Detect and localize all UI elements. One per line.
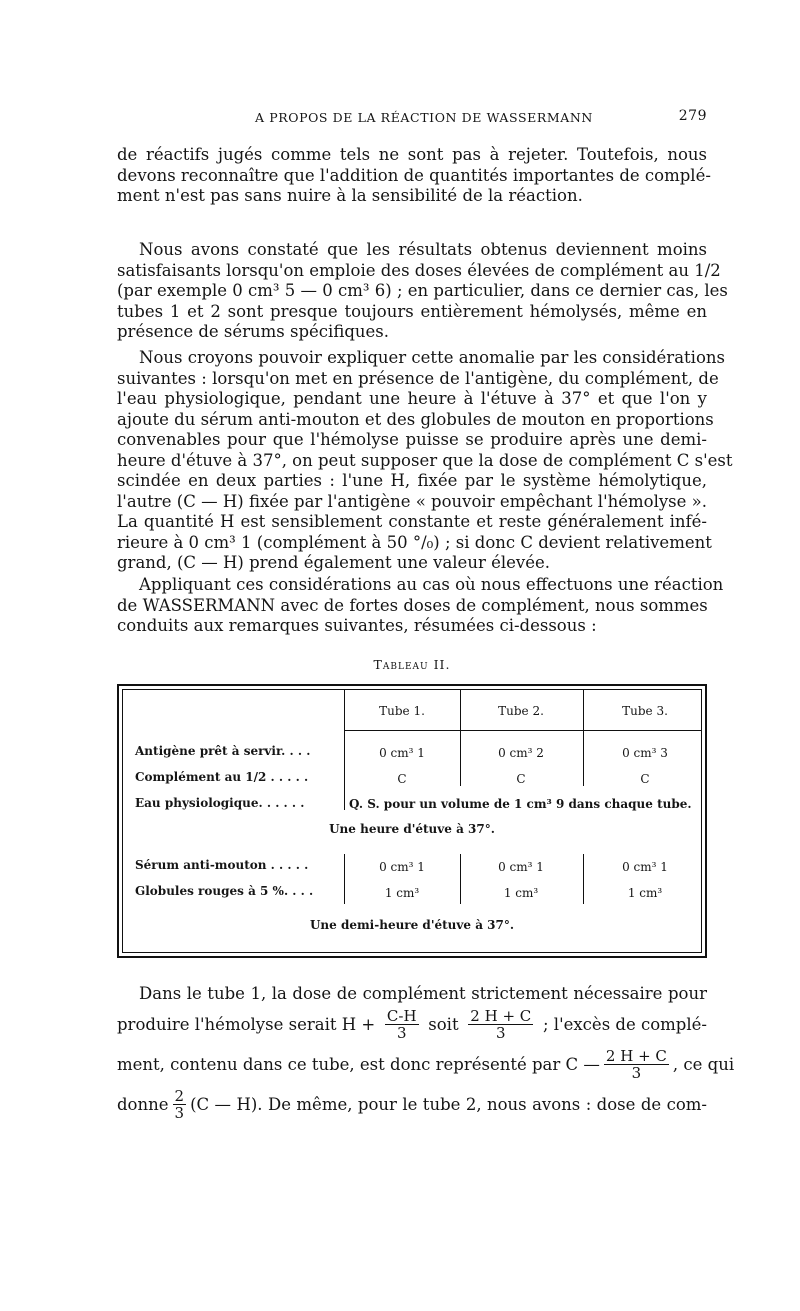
text-fragment: (C — H). De même, pour le tube 2, nous avons : dose de com- bbox=[190, 1095, 707, 1114]
row-label-antigene: Antigène prêt à servir. . . . bbox=[135, 744, 311, 758]
row-label-complement: Complément au 1/2 . . . . . bbox=[135, 770, 309, 784]
text-line: La quantité H est sensiblement constante et reste généralement infé- bbox=[117, 512, 707, 531]
table-cell: 0 cm³ 1 bbox=[622, 860, 668, 874]
text-line: heure d'étuve à 37°, on peut supposer que la dose de complément C s'est bbox=[117, 450, 733, 470]
table-cell: 0 cm³ 1 bbox=[498, 860, 544, 874]
text-fragment: ; l'excès de complé- bbox=[543, 1015, 707, 1034]
table-cell: 1 cm³ bbox=[384, 886, 420, 900]
table-cell: 0 cm³ 1 bbox=[379, 746, 425, 760]
text-line: conduits aux remarques suivantes, résumées ci-dessous : bbox=[117, 616, 597, 635]
fraction-numerator: C-H bbox=[386, 1007, 417, 1025]
text-line: devons reconnaître que l'addition de quantités importantes de complé- bbox=[117, 165, 711, 185]
text-fragment: produire l'hémolyse serait H + bbox=[117, 1015, 376, 1034]
text-line: présence de sérums spécifiques. bbox=[117, 322, 389, 341]
row-label-serum: Sérum anti-mouton . . . . . bbox=[135, 858, 309, 872]
text-fragment: donne bbox=[117, 1095, 169, 1114]
fraction-denominator: 3 bbox=[631, 1064, 642, 1082]
table-cell: 0 cm³ 3 bbox=[622, 746, 668, 760]
text-line: suivantes : lorsqu'on met en présence de l'antigène, du complément, de bbox=[117, 368, 719, 388]
paragraph-4 bbox=[117, 575, 724, 637]
fraction-numerator: 2 H + C bbox=[470, 1007, 532, 1025]
running-header bbox=[117, 106, 707, 128]
paragraph-1 bbox=[117, 145, 711, 207]
text-line: convenables pour que l'hémolyse puisse se produire après une demi- bbox=[117, 430, 707, 449]
fraction-denominator: 3 bbox=[396, 1024, 407, 1042]
text-line: ment n'est pas sans nuire à la sensibilité de la réaction. bbox=[117, 186, 583, 205]
header-rule bbox=[344, 730, 701, 731]
fraction-numerator: 2 bbox=[174, 1087, 185, 1105]
column-divider bbox=[344, 690, 345, 810]
text-fragment: ment, contenu dans ce tube, est donc représenté par C — bbox=[117, 1055, 600, 1074]
text-line: de réactifs jugés comme tels ne sont pas à rejeter. Toutefois, nous bbox=[117, 145, 707, 164]
text-line: rieure à 0 cm³ 1 (complément à 50 °/₀) ; si donc C devient relativement bbox=[117, 532, 712, 552]
text-line: l'autre (C — H) fixée par l'antigène « pouvoir empêchant l'hémolyse ». bbox=[117, 491, 707, 511]
fraction bbox=[604, 1048, 669, 1081]
text-line: de WASSERMANN avec de fortes doses de complément, nous sommes bbox=[117, 595, 708, 615]
column-divider bbox=[460, 690, 461, 786]
table-span-cell: Q. S. pour un volume de 1 cm³ 9 dans chaque tube. bbox=[349, 797, 692, 811]
text-line: Appliquant ces considérations au cas où nous effectuons une réaction bbox=[139, 575, 724, 594]
protocol-table bbox=[117, 684, 707, 958]
text-line: (par exemple 0 cm³ 5 — 0 cm³ 6) ; en particulier, dans ce dernier cas, les bbox=[117, 281, 728, 300]
text-line: ajoute du sérum anti-mouton et des globules de mouton en proportions bbox=[117, 409, 714, 429]
text-line: Nous avons constaté que les résultats obtenus deviennent moins bbox=[139, 240, 707, 259]
row-label-globules: Globules rouges à 5 %. . . . bbox=[135, 884, 314, 898]
column-divider bbox=[583, 854, 584, 904]
running-title: A PROPOS DE LA RÉACTION DE WASSERMANN bbox=[255, 110, 593, 125]
fraction bbox=[468, 1008, 533, 1041]
page-number: 279 bbox=[678, 108, 707, 124]
fraction bbox=[173, 1088, 187, 1121]
conclusion-line-3 bbox=[117, 1047, 735, 1082]
table-cell: C bbox=[397, 772, 407, 786]
table-cell: 0 cm³ 2 bbox=[498, 746, 544, 760]
paragraph-2 bbox=[117, 240, 728, 343]
table-note: Une heure d'étuve à 37°. bbox=[329, 822, 495, 836]
table-caption: Tableau II. bbox=[373, 657, 451, 672]
table-cell: 0 cm³ 1 bbox=[379, 860, 425, 874]
text-fragment: , ce qui bbox=[672, 1055, 735, 1074]
table-cell: 1 cm³ bbox=[627, 886, 663, 900]
text-line: Nous croyons pouvoir expliquer cette anomalie par les considérations bbox=[139, 348, 725, 367]
column-header-tube-3: Tube 3. bbox=[622, 704, 668, 718]
text-line: l'eau physiologique, pendant une heure à l'étuve à 37° et que l'on y bbox=[117, 389, 707, 408]
text-line: satisfaisants lorsqu'on emploie des doses élevées de complément au 1/2 bbox=[117, 260, 721, 280]
conclusion-line-2 bbox=[117, 1008, 707, 1041]
table-cell: C bbox=[516, 772, 526, 786]
conclusion-line-4 bbox=[117, 1088, 707, 1121]
table-inner-border bbox=[122, 689, 702, 953]
text-line: grand, (C — H) prend également une valeur élevée. bbox=[117, 553, 550, 572]
paragraph-3 bbox=[117, 348, 733, 574]
column-header-tube-1: Tube 1. bbox=[379, 704, 425, 718]
fraction-numerator: 2 H + C bbox=[605, 1047, 667, 1065]
fraction-denominator: 3 bbox=[496, 1024, 506, 1042]
column-divider bbox=[344, 854, 345, 904]
row-label-eau: Eau physiologique. . . . . . bbox=[135, 796, 305, 810]
text-line: scindée en deux parties : l'une H, fixée par le système hémolytique, bbox=[117, 471, 707, 490]
conclusion-line-1: Dans le tube 1, la dose de complément strictement nécessaire pour bbox=[139, 984, 707, 1003]
text-line: tubes 1 et 2 sont presque toujours entièrement hémolysés, même en bbox=[117, 301, 707, 321]
column-divider bbox=[460, 854, 461, 904]
text-fragment: soit bbox=[428, 1015, 459, 1034]
column-divider bbox=[583, 690, 584, 786]
fraction bbox=[385, 1008, 419, 1041]
table-cell: 1 cm³ bbox=[503, 886, 539, 900]
fraction-denominator: 3 bbox=[174, 1104, 185, 1122]
table-note: Une demi-heure d'étuve à 37°. bbox=[309, 918, 515, 932]
table-cell: C bbox=[640, 772, 650, 786]
column-header-tube-2: Tube 2. bbox=[498, 704, 544, 718]
